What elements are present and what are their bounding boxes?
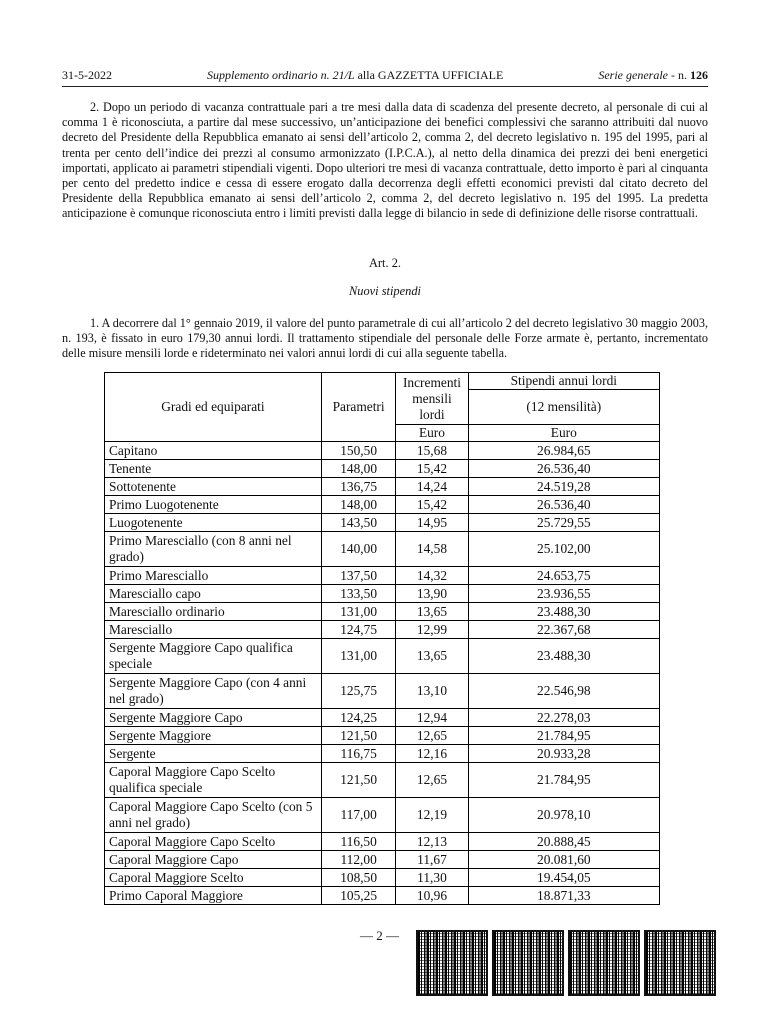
- parameter-cell: 124,75: [321, 621, 395, 639]
- datamatrix-code-2: [492, 930, 564, 996]
- salary-cell: 23.936,55: [468, 585, 659, 603]
- increment-cell: 13,65: [396, 603, 468, 621]
- table-row: [105, 621, 660, 639]
- table-row: [105, 639, 660, 674]
- parameter-cell: 125,75: [321, 674, 395, 709]
- header-parameters: Parametri: [321, 373, 395, 442]
- grade-cell: Sottotenente: [105, 478, 322, 496]
- header-date: 31-5-2022: [62, 68, 112, 82]
- increment-cell: 12,65: [396, 727, 468, 745]
- increment-cell: 10,96: [396, 887, 468, 905]
- datamatrix-code-3: [568, 930, 640, 996]
- table-row: [105, 478, 660, 496]
- salary-cell: 20.888,45: [468, 833, 659, 851]
- table-row: [105, 585, 660, 603]
- header-unit-salary: Euro: [468, 425, 659, 442]
- table-row: [105, 532, 660, 567]
- header-grade: Gradi ed equiparati: [105, 373, 322, 442]
- article-title: Nuovi stipendi: [349, 284, 421, 298]
- salary-cell: 21.784,95: [468, 763, 659, 798]
- increment-cell: 14,58: [396, 532, 468, 567]
- page-header: [62, 68, 708, 83]
- datamatrix-codes: [416, 930, 716, 996]
- grade-cell: Primo Maresciallo: [105, 567, 322, 585]
- salary-cell: 26.536,40: [468, 460, 659, 478]
- parameter-cell: 124,25: [321, 709, 395, 727]
- increment-cell: 15,42: [396, 496, 468, 514]
- header-series-sep: - n.: [667, 68, 690, 82]
- table-row: [105, 727, 660, 745]
- grade-cell: Caporal Maggiore Capo: [105, 851, 322, 869]
- increment-cell: 14,24: [396, 478, 468, 496]
- salary-cell: 20.081,60: [468, 851, 659, 869]
- header-annual-salary: Stipendi annui lordi: [468, 373, 659, 390]
- table-row: [105, 851, 660, 869]
- salary-cell: 24.653,75: [468, 567, 659, 585]
- table-row: [105, 833, 660, 851]
- parameter-cell: 116,75: [321, 745, 395, 763]
- parameter-cell: 105,25: [321, 887, 395, 905]
- increment-cell: 12,94: [396, 709, 468, 727]
- salary-table-body: [105, 442, 660, 905]
- increment-cell: 15,68: [396, 442, 468, 460]
- parameter-cell: 136,75: [321, 478, 395, 496]
- salary-cell: 22.546,98: [468, 674, 659, 709]
- parameter-cell: 131,00: [321, 639, 395, 674]
- salary-cell: 20.978,10: [468, 798, 659, 833]
- table-row: [105, 514, 660, 532]
- grade-cell: Caporal Maggiore Scelto: [105, 869, 322, 887]
- header-annual-salary-sub: (12 mensilità): [468, 390, 659, 425]
- header-series-label: Serie generale: [598, 68, 668, 82]
- salary-cell: 26.984,65: [468, 442, 659, 460]
- grade-cell: Sergente Maggiore Capo: [105, 709, 322, 727]
- page-number: — 2 —: [360, 928, 399, 943]
- salary-cell: 22.278,03: [468, 709, 659, 727]
- increment-cell: 14,32: [396, 567, 468, 585]
- parameter-cell: 140,00: [321, 532, 395, 567]
- parameter-cell: 137,50: [321, 567, 395, 585]
- grade-cell: Sergente Maggiore Capo (con 4 anni nel grado): [105, 674, 322, 709]
- salary-cell: 19.454,05: [468, 869, 659, 887]
- table-row: [105, 674, 660, 709]
- grade-cell: Primo Maresciallo (con 8 anni nel grado): [105, 532, 322, 567]
- parameter-cell: 131,00: [321, 603, 395, 621]
- parameter-cell: 121,50: [321, 763, 395, 798]
- increment-cell: 12,99: [396, 621, 468, 639]
- datamatrix-code-1: [416, 930, 488, 996]
- datamatrix-code-4: [644, 930, 716, 996]
- grade-cell: Sergente Maggiore: [105, 727, 322, 745]
- table-row: [105, 709, 660, 727]
- grade-cell: Primo Caporal Maggiore: [105, 887, 322, 905]
- table-row: [105, 798, 660, 833]
- increment-cell: 15,42: [396, 460, 468, 478]
- table-row: [105, 745, 660, 763]
- increment-cell: 12,65: [396, 763, 468, 798]
- table-row: [105, 442, 660, 460]
- table-row: [105, 603, 660, 621]
- grade-cell: Maresciallo: [105, 621, 322, 639]
- increment-cell: 11,30: [396, 869, 468, 887]
- grade-cell: Maresciallo capo: [105, 585, 322, 603]
- header-unit-increment: Euro: [396, 425, 468, 442]
- parameter-cell: 121,50: [321, 727, 395, 745]
- header-supplement: Supplemento ordinario n. 21/L: [207, 68, 355, 82]
- header-rule: [62, 86, 708, 87]
- parameter-cell: 117,00: [321, 798, 395, 833]
- increment-cell: 11,67: [396, 851, 468, 869]
- grade-cell: Luogotenente: [105, 514, 322, 532]
- parameter-cell: 148,00: [321, 496, 395, 514]
- parameter-cell: 116,50: [321, 833, 395, 851]
- increment-cell: 13,90: [396, 585, 468, 603]
- table-row: [105, 567, 660, 585]
- salary-cell: 22.367,68: [468, 621, 659, 639]
- parameter-cell: 108,50: [321, 869, 395, 887]
- salary-cell: 20.933,28: [468, 745, 659, 763]
- salary-cell: 21.784,95: [468, 727, 659, 745]
- header-series: [598, 68, 708, 83]
- header-monthly-increments: Incrementi mensili lordi: [396, 373, 468, 425]
- increment-cell: 13,10: [396, 674, 468, 709]
- header-publication: [207, 68, 503, 83]
- salary-cell: 23.488,30: [468, 603, 659, 621]
- table-row: [105, 869, 660, 887]
- table-row: [105, 887, 660, 905]
- grade-cell: Capitano: [105, 442, 322, 460]
- grade-cell: Caporal Maggiore Capo Scelto qualifica speciale: [105, 763, 322, 798]
- parameter-cell: 148,00: [321, 460, 395, 478]
- parameter-cell: 143,50: [321, 514, 395, 532]
- grade-cell: Caporal Maggiore Capo Scelto: [105, 833, 322, 851]
- grade-cell: Sergente Maggiore Capo qualifica speciale: [105, 639, 322, 674]
- header-issue-number: 126: [689, 68, 708, 82]
- salary-table: [104, 372, 660, 905]
- increment-cell: 14,95: [396, 514, 468, 532]
- table-row: [105, 496, 660, 514]
- grade-cell: Sergente: [105, 745, 322, 763]
- table-row: [105, 763, 660, 798]
- salary-cell: 23.488,30: [468, 639, 659, 674]
- table-row: [105, 460, 660, 478]
- salary-cell: 18.871,33: [468, 887, 659, 905]
- header-gazette: alla GAZZETTA UFFICIALE: [354, 68, 504, 82]
- parameter-cell: 150,50: [321, 442, 395, 460]
- grade-cell: Caporal Maggiore Capo Scelto (con 5 anni nel grado): [105, 798, 322, 833]
- grade-cell: Primo Luogotenente: [105, 496, 322, 514]
- parameter-cell: 133,50: [321, 585, 395, 603]
- increment-cell: 12,16: [396, 745, 468, 763]
- increment-cell: 12,19: [396, 798, 468, 833]
- grade-cell: Tenente: [105, 460, 322, 478]
- salary-cell: 25.102,00: [468, 532, 659, 567]
- salary-cell: 26.536,40: [468, 496, 659, 514]
- increment-cell: 12,13: [396, 833, 468, 851]
- increment-cell: 13,65: [396, 639, 468, 674]
- paragraph-comma-2: 2. Dopo un periodo di vacanza contrattuale pari a tre mesi dalla data di scadenza del presente decreto, al personale di cui al comma 1 è riconosciuta, a partire dal mese successivo, un’anticipazione dei benefici complessivi che saranno attribuiti dal nuovo decreto del Presidente della Repubblica emanato ai sensi dell’articolo 2, comma 2, del decreto legislativo n. 195 del 1995, pari al trenta per cento dell’indice dei prezzi al consumo armonizzato (I.P.C.A.), al netto della dinamica dei prezzi dei beni energetici importati, applicato ai parametri stipendiali vigenti. Dopo ulteriori tre mesi di vacanza contrattuale, detto importo è pari al cinquanta per cento del predetto indice e cessa di essere erogato dalla decorrenza degli effetti economici previsti dal citato decreto del Presidente della Repubblica emanato ai sensi dell’articolo 2, comma 2, del decreto legislativo n. 195 del 1995. La predetta anticipazione è comunque riconosciuta entro i limiti previsti dalla legge di bilancio in sede di definizione delle risorse contrattuali.: [62, 100, 708, 221]
- grade-cell: Maresciallo ordinario: [105, 603, 322, 621]
- salary-cell: 24.519,28: [468, 478, 659, 496]
- salary-cell: 25.729,55: [468, 514, 659, 532]
- parameter-cell: 112,00: [321, 851, 395, 869]
- paragraph-art2-comma-1: 1. A decorrere dal 1° gennaio 2019, il valore del punto parametrale di cui all’articolo 2 del decreto legislativo 30 maggio 2003, n. 193, è fissato in euro 179,30 annui lordi. Il trattamento stipendiale del personale delle Forze armate è, pertanto, incrementato delle misure mensili lorde e rideterminato nei valori annui lordi di cui alla seguente tabella.: [62, 316, 708, 361]
- article-number: Art. 2.: [368, 256, 401, 270]
